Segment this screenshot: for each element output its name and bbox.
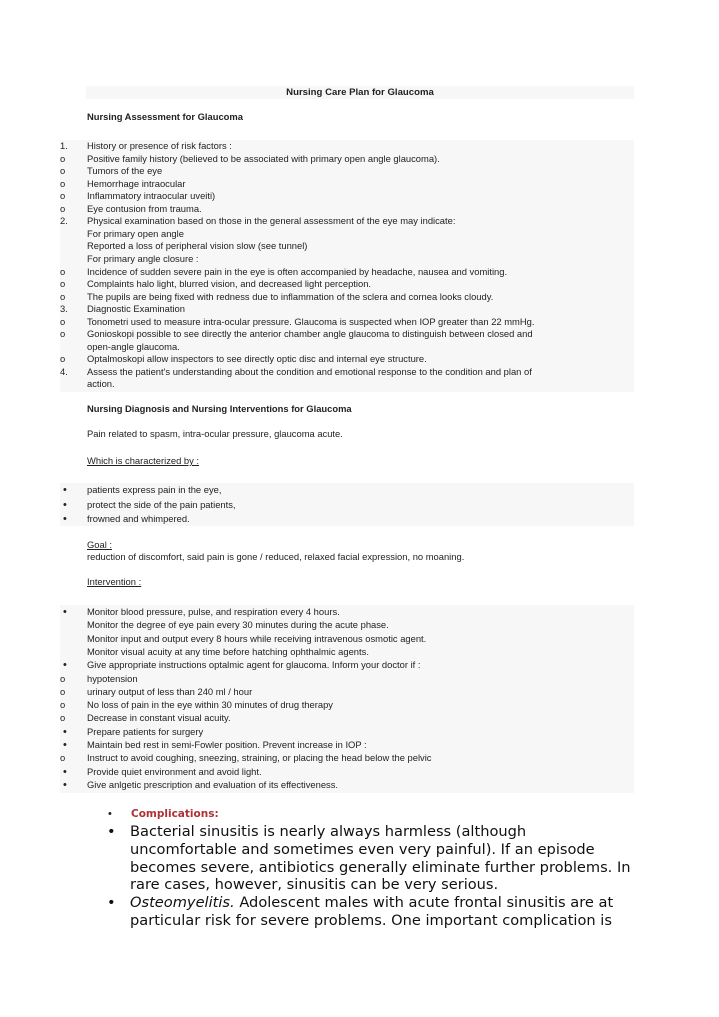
assessment-text: Hemorrhage intraocular — [87, 177, 186, 189]
assessment-marker: o — [60, 177, 66, 189]
complications-bullet: • — [108, 808, 112, 820]
intervention-marker: o — [60, 699, 66, 711]
intervention-text: hypotension — [87, 672, 138, 684]
intervention-text: Instruct to avoid coughing, sneezing, straining, or placing the head below the pelvic — [87, 752, 432, 764]
goal-label: Goal : — [87, 539, 113, 550]
assessment-text: Gonioskopi possible to see directly the anterior chamber angle glaucoma to distinguish between closed and — [87, 328, 533, 340]
assessment-text: open-angle glaucoma. — [87, 340, 180, 352]
complications-p2-rest: Adolescent males with acute frontal sinusitis are at — [234, 894, 614, 911]
complications-p1-line: becomes severe, antibiotics generally eliminate further problems. In — [130, 858, 631, 876]
assessment-marker: 1. — [60, 140, 68, 151]
complications-paragraph-2-line-1 — [130, 894, 613, 912]
assessment-text: Complaints halo light, blurred vision, and decreased light perception. — [87, 278, 372, 290]
assessment-text: Optalmoskopi allow inspectors to see directly optic disc and internal eye structure. — [87, 353, 427, 365]
assessment-text: Tumors of the eye — [87, 165, 163, 177]
assessment-marker: o — [60, 190, 66, 202]
assessment-heading: Nursing Assessment for Glaucoma — [87, 111, 243, 122]
intervention-text: No loss of pain in the eye within 30 minutes of drug therapy — [87, 699, 333, 711]
diagnosis-heading: Nursing Diagnosis and Nursing Interventions for Glaucoma — [87, 403, 352, 414]
intervention-text: Provide quiet environment and avoid light. — [87, 765, 262, 777]
osteomyelitis-term: Osteomyelitis. — [130, 894, 235, 911]
assessment-text: Tonometri used to measure intra-ocular pressure. Glaucoma is suspected when IOP greater than 22 mmHg. — [87, 315, 535, 327]
assessment-text: Reported a loss of peripheral vision slow (see tunnel) — [87, 240, 308, 252]
goal-text: reduction of discomfort, said pain is gone / reduced, relaxed facial expression, no moaning. — [87, 551, 465, 562]
assessment-text: Eye contusion from trauma. — [87, 202, 202, 214]
intervention-text: Monitor the degree of eye pain every 30 minutes during the acute phase. — [87, 619, 389, 631]
complication-bullet-1: • — [107, 823, 116, 840]
assessment-text: The pupils are being fixed with redness due to inflammation of the sclera and cornea looks cloudy. — [87, 290, 494, 302]
intervention-marker: • — [63, 659, 67, 672]
complications-p1-line: rare cases, however, sinusitis can be very serious. — [130, 876, 499, 894]
intervention-marker: • — [63, 765, 67, 778]
assessment-marker: o — [60, 315, 66, 327]
intervention-text: Give appropriate instructions optalmic agent for glaucoma. Inform your doctor if : — [87, 659, 421, 671]
assessment-marker: o — [60, 353, 66, 365]
assessment-text: Incidence of sudden severe pain in the eye is often accompanied by headache, nausea and vomiting. — [87, 265, 508, 277]
assessment-marker: o — [60, 328, 66, 340]
assessment-text: Positive family history (believed to be associated with primary open angle glaucoma). — [87, 152, 440, 164]
diagnosis-text: Pain related to spasm, intra-ocular pressure, glaucoma acute. — [87, 428, 343, 439]
complications-label: Complications: — [131, 808, 219, 820]
assessment-marker: o — [60, 165, 66, 177]
intervention-marker: • — [63, 739, 67, 751]
intervention-marker: o — [60, 752, 66, 764]
characterized-marker: • — [63, 498, 67, 511]
assessment-text: History or presence of risk factors : — [87, 140, 232, 151]
complications-p1-line: uncomfortable and sometimes even very painful). If an episode — [130, 840, 595, 858]
characterized-label: Which is characterized by : — [87, 455, 200, 466]
assessment-marker: 2. — [60, 215, 68, 227]
characterized-marker: • — [63, 484, 67, 496]
assessment-marker: 3. — [60, 303, 68, 315]
intervention-text: Monitor input and output every 8 hours while receiving intravenous osmotic agent. — [87, 632, 427, 644]
intervention-marker: • — [63, 606, 67, 618]
characterized-text: protect the side of the pain patients, — [87, 498, 236, 510]
intervention-text: Monitor visual acuity at any time before hatching ophthalmic agents. — [87, 645, 369, 657]
intervention-marker: • — [63, 725, 67, 738]
characterized-marker: • — [63, 513, 67, 525]
complication-bullet-2: • — [107, 894, 116, 911]
assessment-marker: o — [60, 265, 66, 277]
assessment-text: Physical examination based on those in the general assessment of the eye may indicate: — [87, 215, 456, 227]
intervention-text: Monitor blood pressure, pulse, and respiration every 4 hours. — [87, 606, 340, 617]
assessment-marker: o — [60, 278, 66, 290]
page-title: Nursing Care Plan for Glaucoma — [286, 87, 434, 98]
intervention-text: Prepare patients for surgery — [87, 725, 204, 737]
assessment-marker: o — [60, 290, 66, 302]
assessment-text: For primary angle closure : — [87, 252, 199, 264]
intervention-marker: o — [60, 712, 66, 724]
intervention-text: Maintain bed rest in semi-Fowler position. Prevent increase in IOP : — [87, 739, 367, 750]
characterized-text: frowned and whimpered. — [87, 513, 190, 524]
assessment-marker: o — [60, 202, 66, 214]
assessment-text: Inflammatory intraocular uveiti) — [87, 190, 216, 202]
assessment-marker: o — [60, 152, 66, 164]
intervention-text: urinary output of less than 240 ml / hour — [87, 685, 253, 697]
assessment-text: Diagnostic Examination — [87, 303, 185, 315]
assessment-text: For primary open angle — [87, 227, 184, 239]
assessment-text: Assess the patient's understanding about the condition and emotional response to the condition and plan of — [87, 365, 532, 377]
intervention-label: Intervention : — [87, 576, 142, 587]
characterized-text: patients express pain in the eye, — [87, 484, 222, 495]
intervention-text: Give anlgetic prescription and evaluation of its effectiveness. — [87, 778, 339, 790]
assessment-marker: 4. — [60, 365, 68, 377]
intervention-marker: • — [63, 778, 67, 791]
complications-p1-line: Bacterial sinusitis is nearly always harmless (although — [130, 823, 527, 840]
assessment-text: action. — [87, 378, 115, 390]
intervention-marker: o — [60, 672, 66, 684]
complications-paragraph-2-line-2: particular risk for severe problems. One important complication is — [130, 912, 612, 929]
intervention-marker: o — [60, 685, 66, 697]
intervention-text: Decrease in constant visual acuity. — [87, 712, 231, 724]
